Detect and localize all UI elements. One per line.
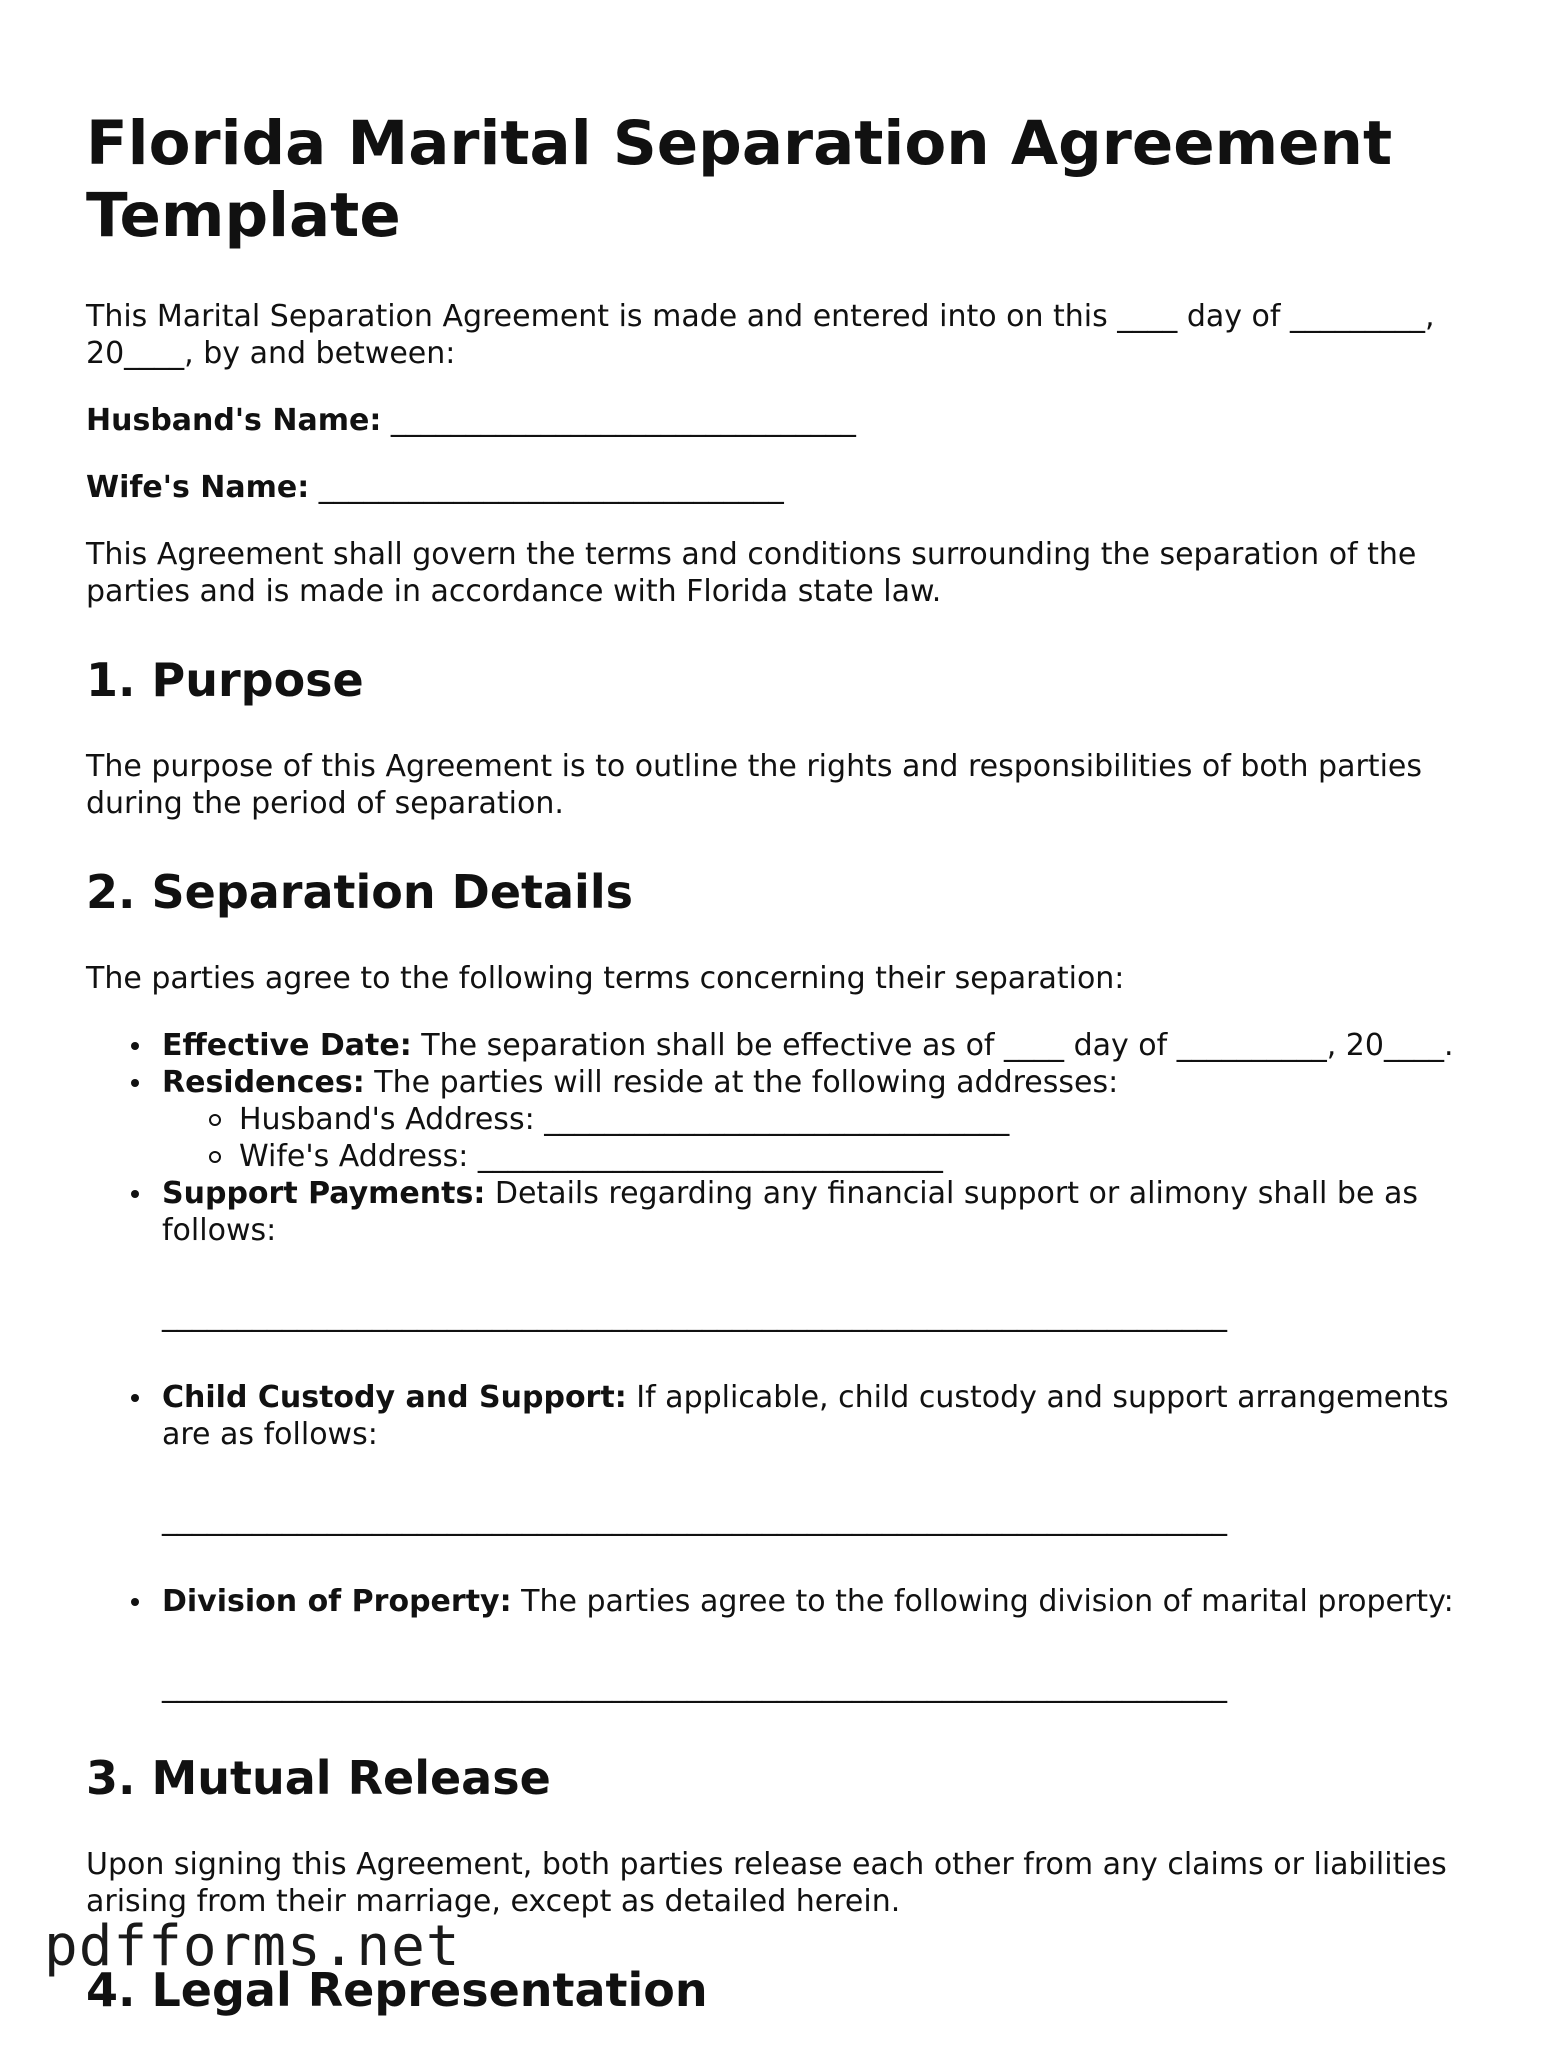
section-release-body: Upon signing this Agreement, both parties release each other from any claims or liabilities arising from their marriage, except as detailed herein.: [86, 1847, 1447, 1919]
section-separation-heading: 2. Separation Details: [86, 865, 633, 919]
term-effective-date: [162, 1027, 1486, 1064]
term-support-payments: [162, 1175, 1486, 1334]
child-custody-text: If applicable, child custody and support arrangements are as follows:: [162, 1380, 1449, 1452]
husband-address-item[interactable]: Husband's Address: _______________________________: [239, 1101, 1486, 1138]
wife-address-item[interactable]: Wife's Address: _______________________________: [239, 1138, 1486, 1175]
section-legal-heading: 4. Legal Representation: [86, 1963, 708, 2017]
husband-name-blank[interactable]: _______________________________: [390, 403, 856, 438]
residences-sublist: [162, 1101, 1486, 1175]
support-payments-blank[interactable]: _______________________________________________________________________: [162, 1298, 1227, 1333]
division-property-label: Division of Property:: [162, 1584, 512, 1619]
governance-paragraph: This Agreement shall govern the terms and conditions surrounding the separation of the parties and is made in accordance with Florida state law.: [86, 537, 1417, 609]
residences-label: Residences:: [162, 1065, 365, 1100]
term-residences: [162, 1064, 1486, 1175]
watermark-text: pdfforms.net: [44, 1914, 461, 1979]
husband-name-field: [86, 402, 1486, 439]
wife-name-label: Wife's Name:: [86, 470, 310, 505]
wife-name-field: [86, 469, 1486, 506]
document-title: Florida Marital Separation Agreement Template: [86, 108, 1393, 251]
effective-date-text[interactable]: The separation shall be effective as of ____ day of __________, 20____.: [411, 1028, 1454, 1063]
residences-text: The parties will reside at the following addresses:: [364, 1065, 1119, 1100]
intro-paragraph: This Marital Separation Agreement is made and entered into on this ____ day of _________, 20____, by and between:: [86, 299, 1435, 371]
term-child-custody: [162, 1379, 1486, 1538]
section-separation-body: The parties agree to the following terms concerning their separation:: [86, 961, 1125, 996]
support-payments-label: Support Payments:: [162, 1176, 486, 1211]
effective-date-label: Effective Date:: [162, 1028, 412, 1063]
division-property-blank[interactable]: _______________________________________________________________________: [162, 1669, 1227, 1704]
document-page: [86, 108, 1486, 2058]
separation-terms-list: [86, 1027, 1486, 1705]
child-custody-label: Child Custody and Support:: [162, 1380, 627, 1415]
husband-name-label: Husband's Name:: [86, 403, 382, 438]
section-release-heading: 3. Mutual Release: [86, 1751, 551, 1805]
section-purpose-body: The purpose of this Agreement is to outline the rights and responsibilities of both parties during the period of separation.: [86, 749, 1422, 821]
section-purpose-heading: 1. Purpose: [86, 653, 364, 707]
division-property-text: The parties agree to the following division of marital property:: [511, 1584, 1454, 1619]
support-payments-text: Details regarding any financial support or alimony shall be as follows:: [162, 1176, 1418, 1248]
child-custody-blank[interactable]: _______________________________________________________________________: [162, 1502, 1227, 1537]
wife-name-blank[interactable]: _______________________________: [318, 470, 784, 505]
term-division-property: [162, 1583, 1486, 1705]
